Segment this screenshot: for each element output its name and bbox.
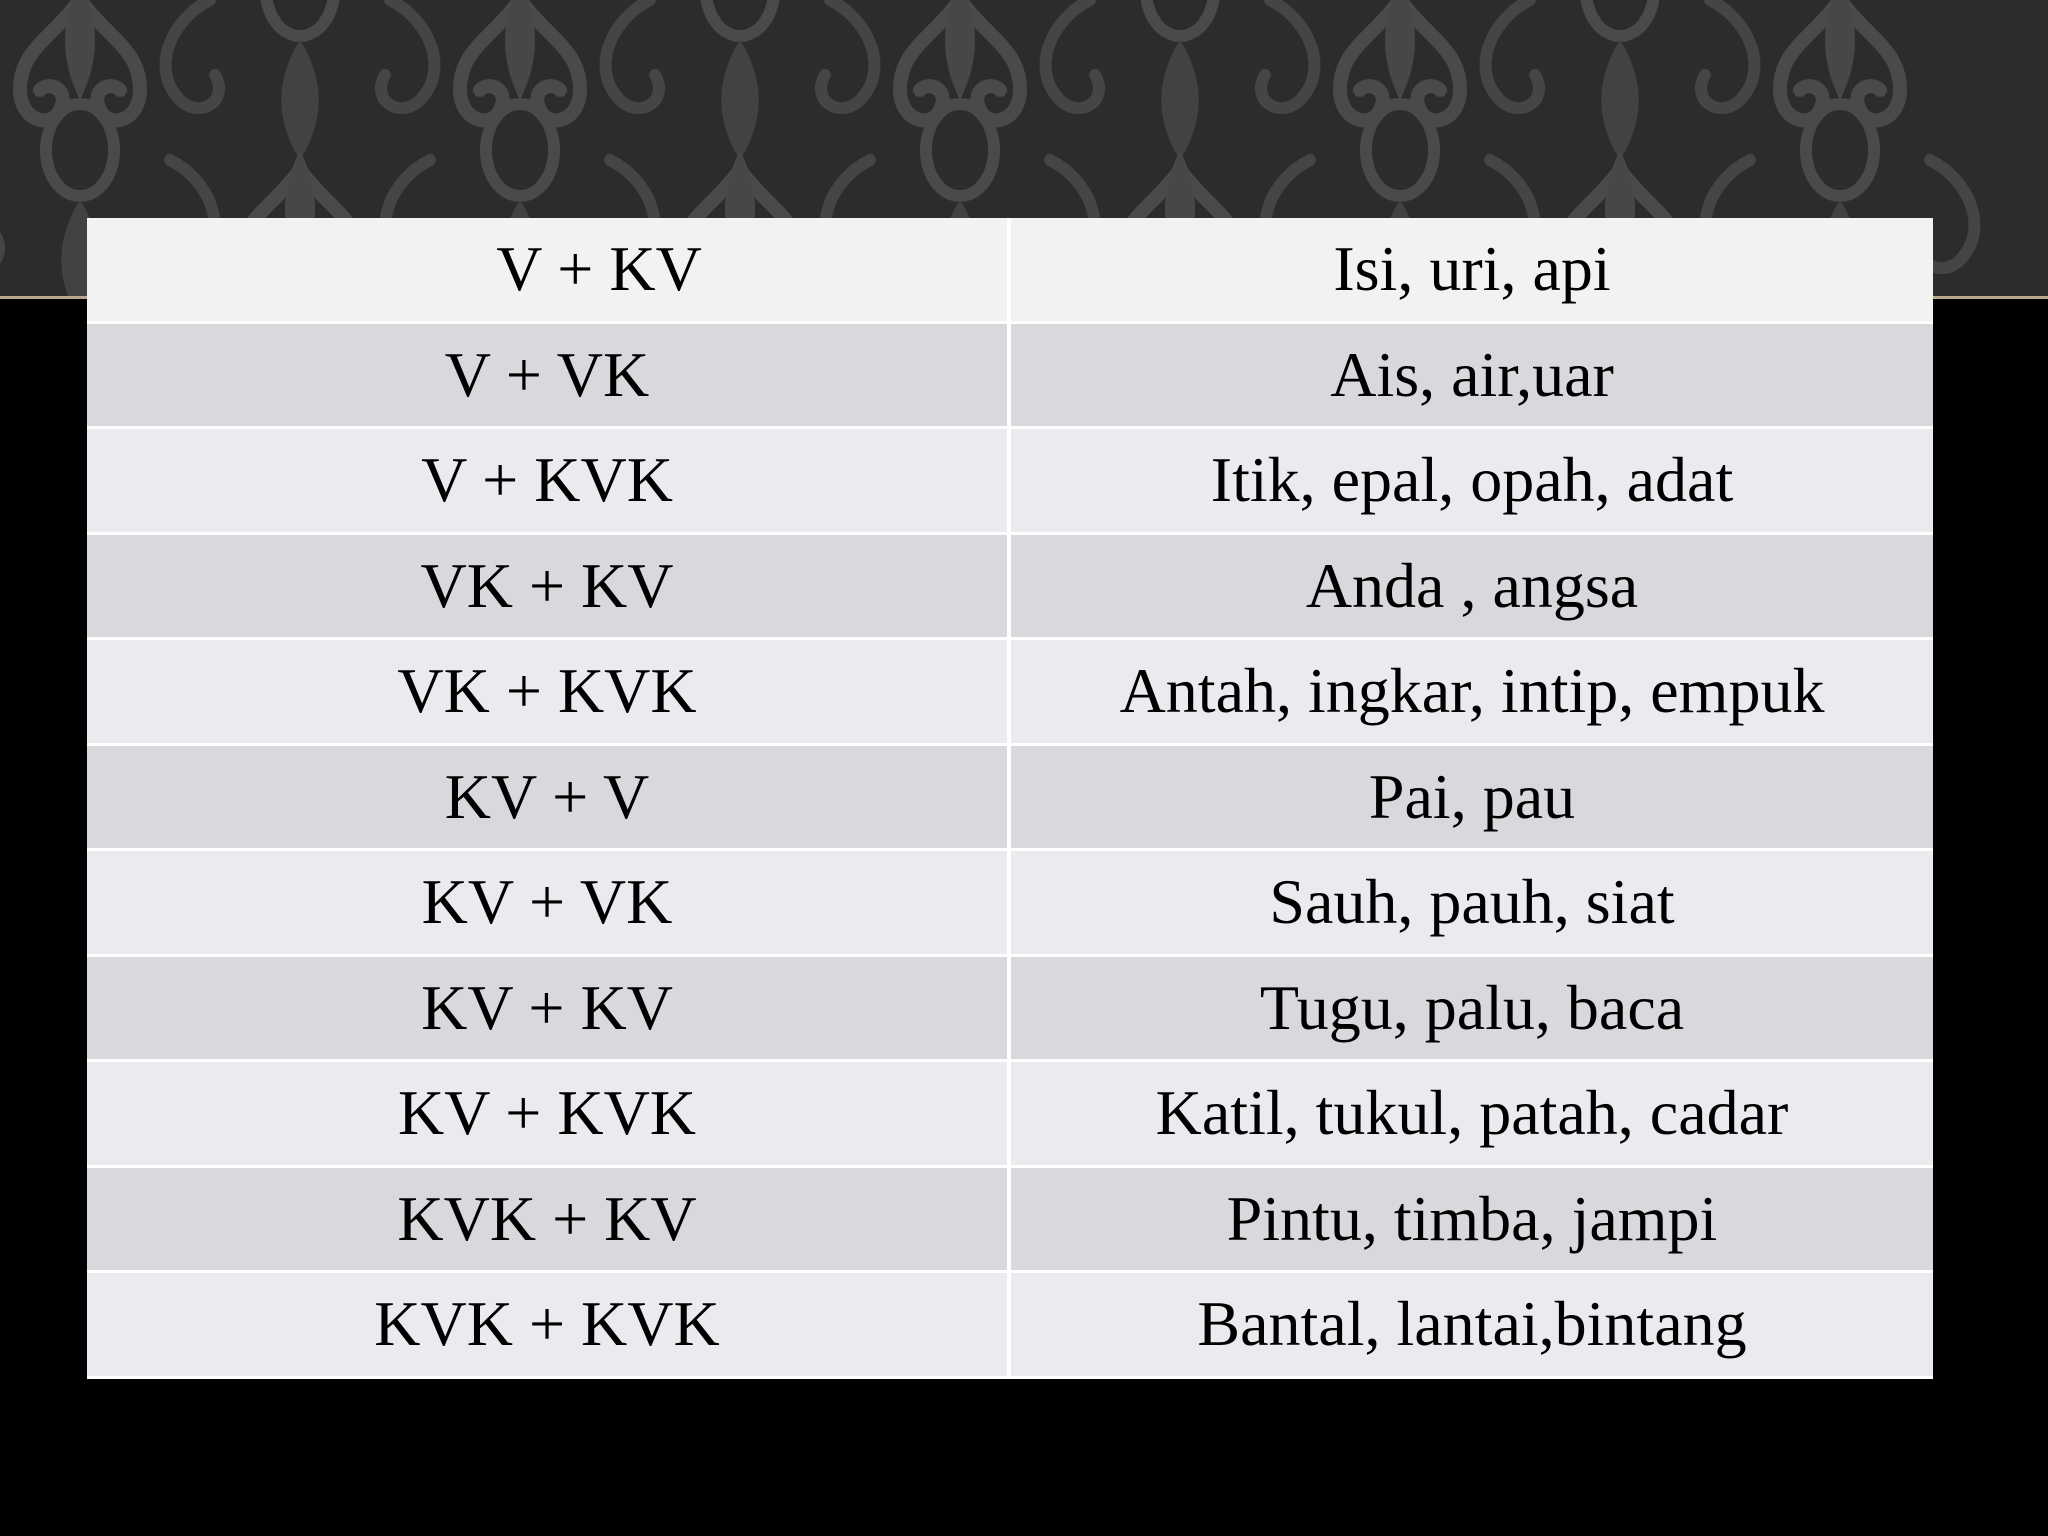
pattern-text: KV + VK — [421, 866, 673, 938]
pattern-text: KVK + KVK — [374, 1288, 720, 1360]
table-row — [87, 850, 1933, 956]
pattern-text: KVK + KV — [397, 1182, 697, 1254]
pattern-cell — [87, 744, 1009, 850]
pattern-text: V + KVK — [421, 444, 673, 516]
examples-text: Pai, pau — [1368, 760, 1576, 832]
pattern-text: V + VK — [444, 338, 650, 410]
syllable-table — [87, 218, 1933, 1379]
pattern-text: KV + KVK — [397, 1077, 697, 1149]
pattern-text: VK + KV — [420, 549, 674, 621]
pattern-cell — [87, 1272, 1009, 1378]
examples-cell — [1009, 533, 1933, 639]
examples-cell — [1009, 639, 1933, 745]
examples-text: Anda , angsa — [1305, 549, 1639, 621]
pattern-cell — [87, 218, 1009, 322]
pattern-cell — [87, 1166, 1009, 1272]
examples-cell — [1009, 322, 1933, 428]
pattern-cell — [87, 322, 1009, 428]
pattern-text: KV + V — [444, 760, 650, 832]
examples-text: Itik, epal, opah, adat — [1210, 444, 1734, 516]
pattern-cell — [87, 533, 1009, 639]
examples-cell — [1009, 1272, 1933, 1378]
pattern-cell — [87, 1061, 1009, 1167]
examples-text: Antah, ingkar, intip, empuk — [1119, 655, 1825, 727]
examples-text: Katil, tukul, patah, cadar — [1155, 1077, 1789, 1149]
examples-cell — [1009, 955, 1933, 1061]
examples-cell — [1009, 1061, 1933, 1167]
examples-text: Ais, air,uar — [1330, 338, 1614, 410]
table-row — [87, 639, 1933, 745]
table-row — [87, 218, 1933, 322]
pattern-cell — [87, 850, 1009, 956]
table-row — [87, 1061, 1933, 1167]
table-row — [87, 744, 1933, 850]
table-row — [87, 322, 1933, 428]
pattern-cell — [87, 428, 1009, 534]
examples-cell — [1009, 744, 1933, 850]
examples-text: Tugu, palu, baca — [1259, 971, 1685, 1043]
examples-text: Isi, uri, api — [1333, 233, 1611, 305]
examples-text: Bantal, lantai,bintang — [1197, 1288, 1747, 1360]
pattern-text: VK + KVK — [397, 655, 697, 727]
pattern-text: KV + KV — [421, 971, 673, 1043]
examples-cell — [1009, 218, 1933, 322]
examples-cell — [1009, 428, 1933, 534]
pattern-cell — [87, 955, 1009, 1061]
pattern-cell — [87, 639, 1009, 745]
table-row — [87, 533, 1933, 639]
pattern-text: V + KV — [496, 233, 702, 305]
table-row — [87, 1272, 1933, 1378]
table-row — [87, 955, 1933, 1061]
examples-text: Sauh, pauh, siat — [1269, 866, 1675, 938]
table-row — [87, 428, 1933, 534]
examples-cell — [1009, 850, 1933, 956]
syllable-pattern-table — [87, 218, 1933, 1360]
examples-text: Pintu, timba, jampi — [1226, 1182, 1718, 1254]
examples-cell — [1009, 1166, 1933, 1272]
table-row — [87, 1166, 1933, 1272]
